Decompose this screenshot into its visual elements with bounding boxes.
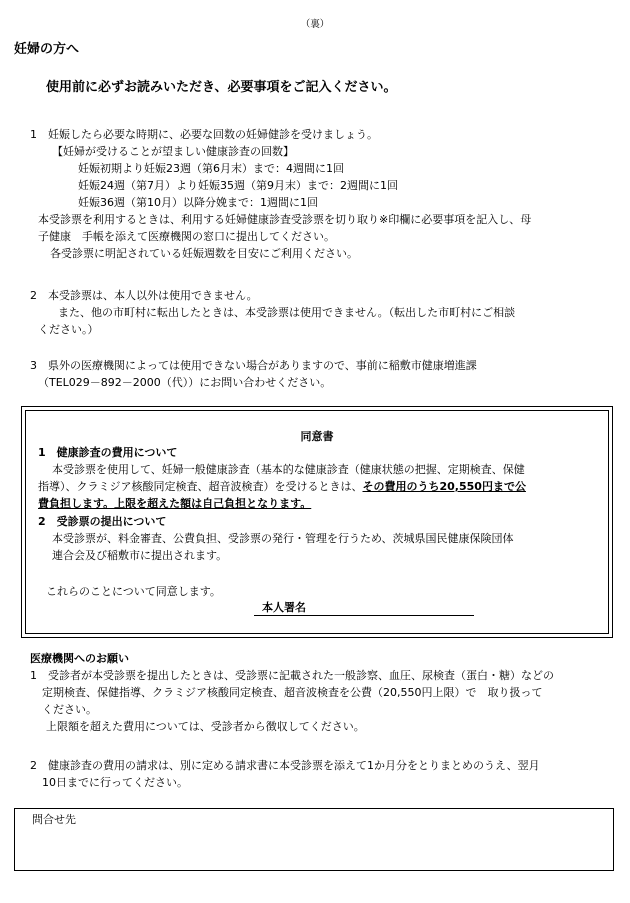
usage-text: 本受診票を利用するときは、利用する妊婦健康診査受診票を切り取り※印欄に必要事項を記入し、母: [38, 213, 532, 226]
subsidy-limit-text: 費負担します。上限を超えた額は自己負担となります。: [38, 497, 312, 510]
section-2-title: 2 本受診票は、本人以外は使用できません。: [30, 289, 258, 302]
schedule-item: 妊娠36週（第10月）以降分娩まで：1週間に1回: [78, 196, 318, 209]
page-marker: （裏）: [300, 19, 330, 30]
section-3-text: 3 県外の医療機関によっては使用できない場合がありますので、事前に稲敷市健康増進課: [30, 359, 477, 372]
inquiry-label: 問合せ先: [32, 813, 76, 826]
consent-item-1-title: 1 健康診査の費用について: [38, 446, 178, 459]
medical-title: 医療機関へのお願い: [30, 652, 129, 665]
weeks-note: 各受診票に明記されている妊娠週数を目安にご利用ください。: [50, 247, 358, 260]
signature-line[interactable]: [254, 615, 474, 616]
medical-item-1-text: 定期検査、保健指導、クラミジア核酸同定検査、超音波検査を公費（20,550円上限）で 取り扱って: [42, 686, 543, 699]
consent-item-2-text: 連合会及び稲敷市に提出されます。: [52, 549, 228, 562]
signature-label: 本人署名: [262, 601, 306, 614]
medical-item-1-text: 1 受診者が本受診票を提出したときは、受診票に記載された一般診察、血圧、尿検査（蛋白・糖）などの: [30, 669, 554, 682]
section-1-title: 1 妊娠したら必要な時期に、必要な回数の妊婦健診を受けましょう。: [30, 128, 378, 141]
intro-text: 使用前に必ずお読みいただき、必要事項をご記入ください。: [46, 80, 397, 95]
inquiry-box: [14, 808, 614, 871]
medical-item-1-text: ください。: [42, 703, 97, 716]
section-3-text: （TEL029－892－2000（代））にお問い合わせください。: [38, 376, 332, 389]
section-2-text: また、他の市町村に転出したときは、本受診票は使用できません。（転出した市町村にご相談: [58, 306, 516, 319]
consent-item-1-text: [38, 479, 526, 495]
schedule-item: 妊娠24週（第7月）より妊娠35週（第9月末）まで：2週間に1回: [78, 179, 398, 192]
usage-text: 子健康 手帳を添えて医療機関の窓口に提出してください。: [38, 230, 335, 243]
subsidy-limit-text: その費用のうち20,550円まで公: [362, 480, 526, 493]
consent-item-1-plain: 指導）、クラミジア核酸同定検査、超音波検査）を受けるときは、: [38, 480, 363, 493]
page-heading: 妊婦の方へ: [14, 42, 80, 57]
consent-title: 同意書: [300, 430, 334, 443]
medical-item-2-text: 2 健康診査の費用の請求は、別に定める請求書に本受診票を添えて1か月分をとりまとめのうえ、翌月: [30, 759, 540, 772]
section-1-subtitle: 【妊婦が受けることが望ましい健康診査の回数】: [52, 145, 294, 158]
consent-item-2-title: 2 受診票の提出について: [38, 515, 167, 528]
section-2-text: ください。）: [38, 323, 99, 336]
consent-agree-text: これらのことについて同意します。: [46, 585, 221, 598]
medical-item-2-text: 10日までに行ってください。: [42, 776, 188, 789]
consent-item-2-text: 本受診票が、料金審査、公費負担、受診票の発行・管理を行うため、茨城県国民健康保険団体: [52, 532, 514, 545]
medical-item-1-text: 上限額を超えた費用については、受診者から徴収してください。: [46, 720, 365, 733]
consent-item-1-text: 本受診票を使用して、妊婦一般健康診査（基本的な健康診査（健康状態の把握、定期検査、保健: [52, 463, 525, 476]
schedule-item: 妊娠初期より妊娠23週（第6月末）まで：4週間に1回: [78, 162, 344, 175]
